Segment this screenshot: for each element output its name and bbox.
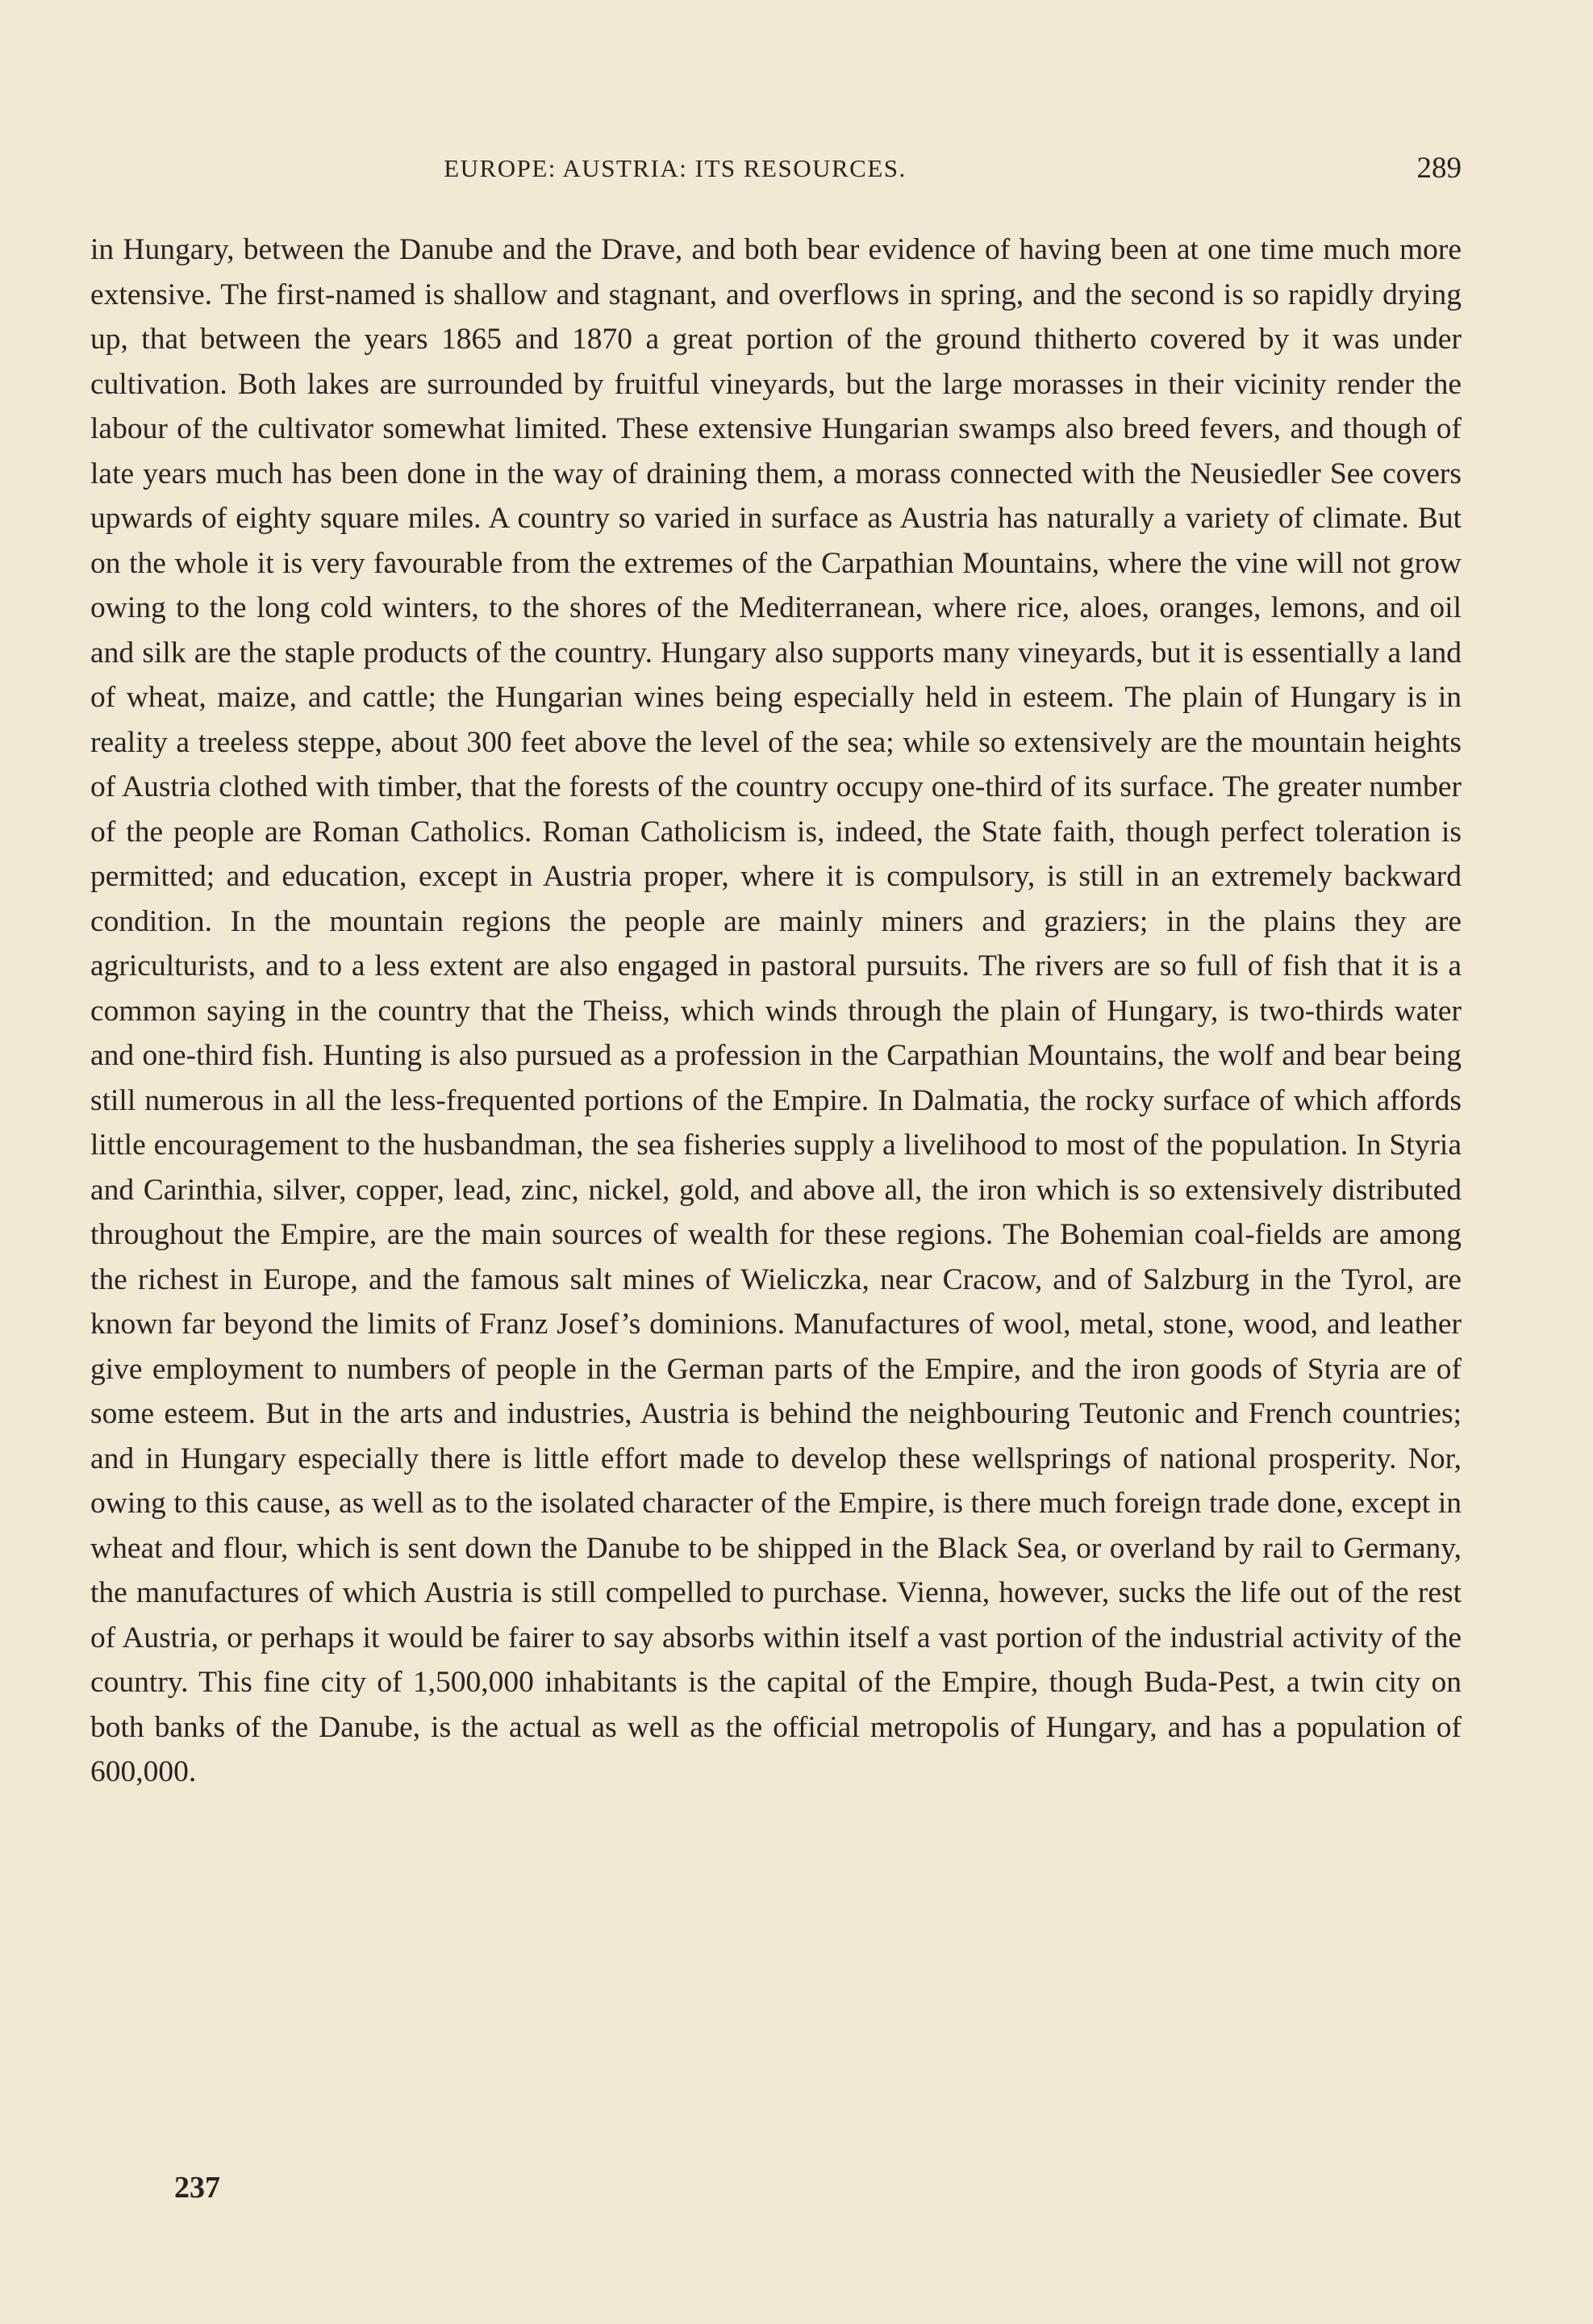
page-number: 289 (1416, 152, 1462, 185)
body-paragraph: in Hungary, between the Danube and the Drave, and both bear evidence of having been at one time much more extensive. The first-named is shallow and stagnant, and overflows in spring, and the second is so rapidly drying up, that between the years 1865 and 1870 a great portion of the ground thitherto covered by it was under cultivation. Both lakes are surrounded by fruitful vineyards, but the large morasses in their vicinity render the labour of the cultivator somewhat limited. These extensive Hungarian swamps also breed fevers, and though of late years much has been done in the way of draining them, a morass connected with the Neusiedler See covers upwards of eighty square miles. A country so varied in surface as Austria has naturally a variety of climate. But on the whole it is very favourable from the extremes of the Carpathian Mountains, where the vine will not grow owing to the long cold winters, to the shores of the Mediterranean, where rice, aloes, oranges, lemons, and oil and silk are the staple products of the country. Hungary also supports many vineyards, but it is essentially a land of wheat, maize, and cattle; the Hungarian wines being especially held in esteem. The plain of Hungary is in reality a treeless steppe, about 300 feet above the level of the sea; while so extensively are the mountain heights of Austria clothed with timber, that the forests of the country occupy one-third of its surface. The greater number of the people are Roman Catholics. Roman Catholicism is, indeed, the State faith, though perfect toleration is permitted; and education, except in Austria proper, where it is compulsory, is still in an extremely backward condition. In the mountain regions the people are mainly miners and graziers; in the plains they are agriculturists, and to a less extent are also engaged in pastoral pursuits. The rivers are so full of fish that it is a common saying in the country that the Theiss, which winds through the plain of Hungary, is two-thirds water and one-third fish. Hunting is also pursued as a profession in the Carpathian Mountains, the wolf and bear being still numerous in all the less-frequented portions of the Empire. In Dalmatia, the rocky surface of which affords little encouragement to the husbandman, the sea fisheries supply a livelihood to most of the population. In Styria and Carinthia, silver, copper, lead, zinc, nickel, gold, and above all, the iron which is so extensively distributed throughout the Empire, are the main sources of wealth for these regions. The Bohemian coal-fields are among the richest in Europe, and the famous salt mines of Wieliczka, near Cracow, and of Salzburg in the Tyrol, are known far beyond the limits of Franz Josef’s dominions. Manufactures of wool, metal, stone, wood, and leather give employment to numbers of people in the German parts of the Empire, and the iron goods of Styria are of some esteem. But in the arts and industries, Austria is behind the neighbouring Teutonic and French countries; and in Hungary especially there is little effort made to develop these wellsprings of national prosperity. Nor, owing to this cause, as well as to the isolated character of the Empire, is there much foreign trade done, except in wheat and flour, which is sent down the Danube to be shipped in the Black Sea, or overland by rail to Germany, the manufactures of which Austria is still compelled to purchase. Vienna, however, sucks the life out of the rest of Austria, or perhaps it would be fairer to say absorbs within itself a vast portion of the industrial activity of the country. This fine city of 1,500,000 inhabitants is the capital of the Empire, though Buda-Pest, a twin city on both banks of the Danube, is the actual as well as the official metropolis of Hungary, and has a population of 600,000. (90, 233, 1462, 1788)
running-head (90, 148, 1462, 196)
signature-mark: 237 (174, 2171, 220, 2205)
running-title: EUROPE: AUSTRIA: ITS RESOURCES. (444, 154, 907, 182)
